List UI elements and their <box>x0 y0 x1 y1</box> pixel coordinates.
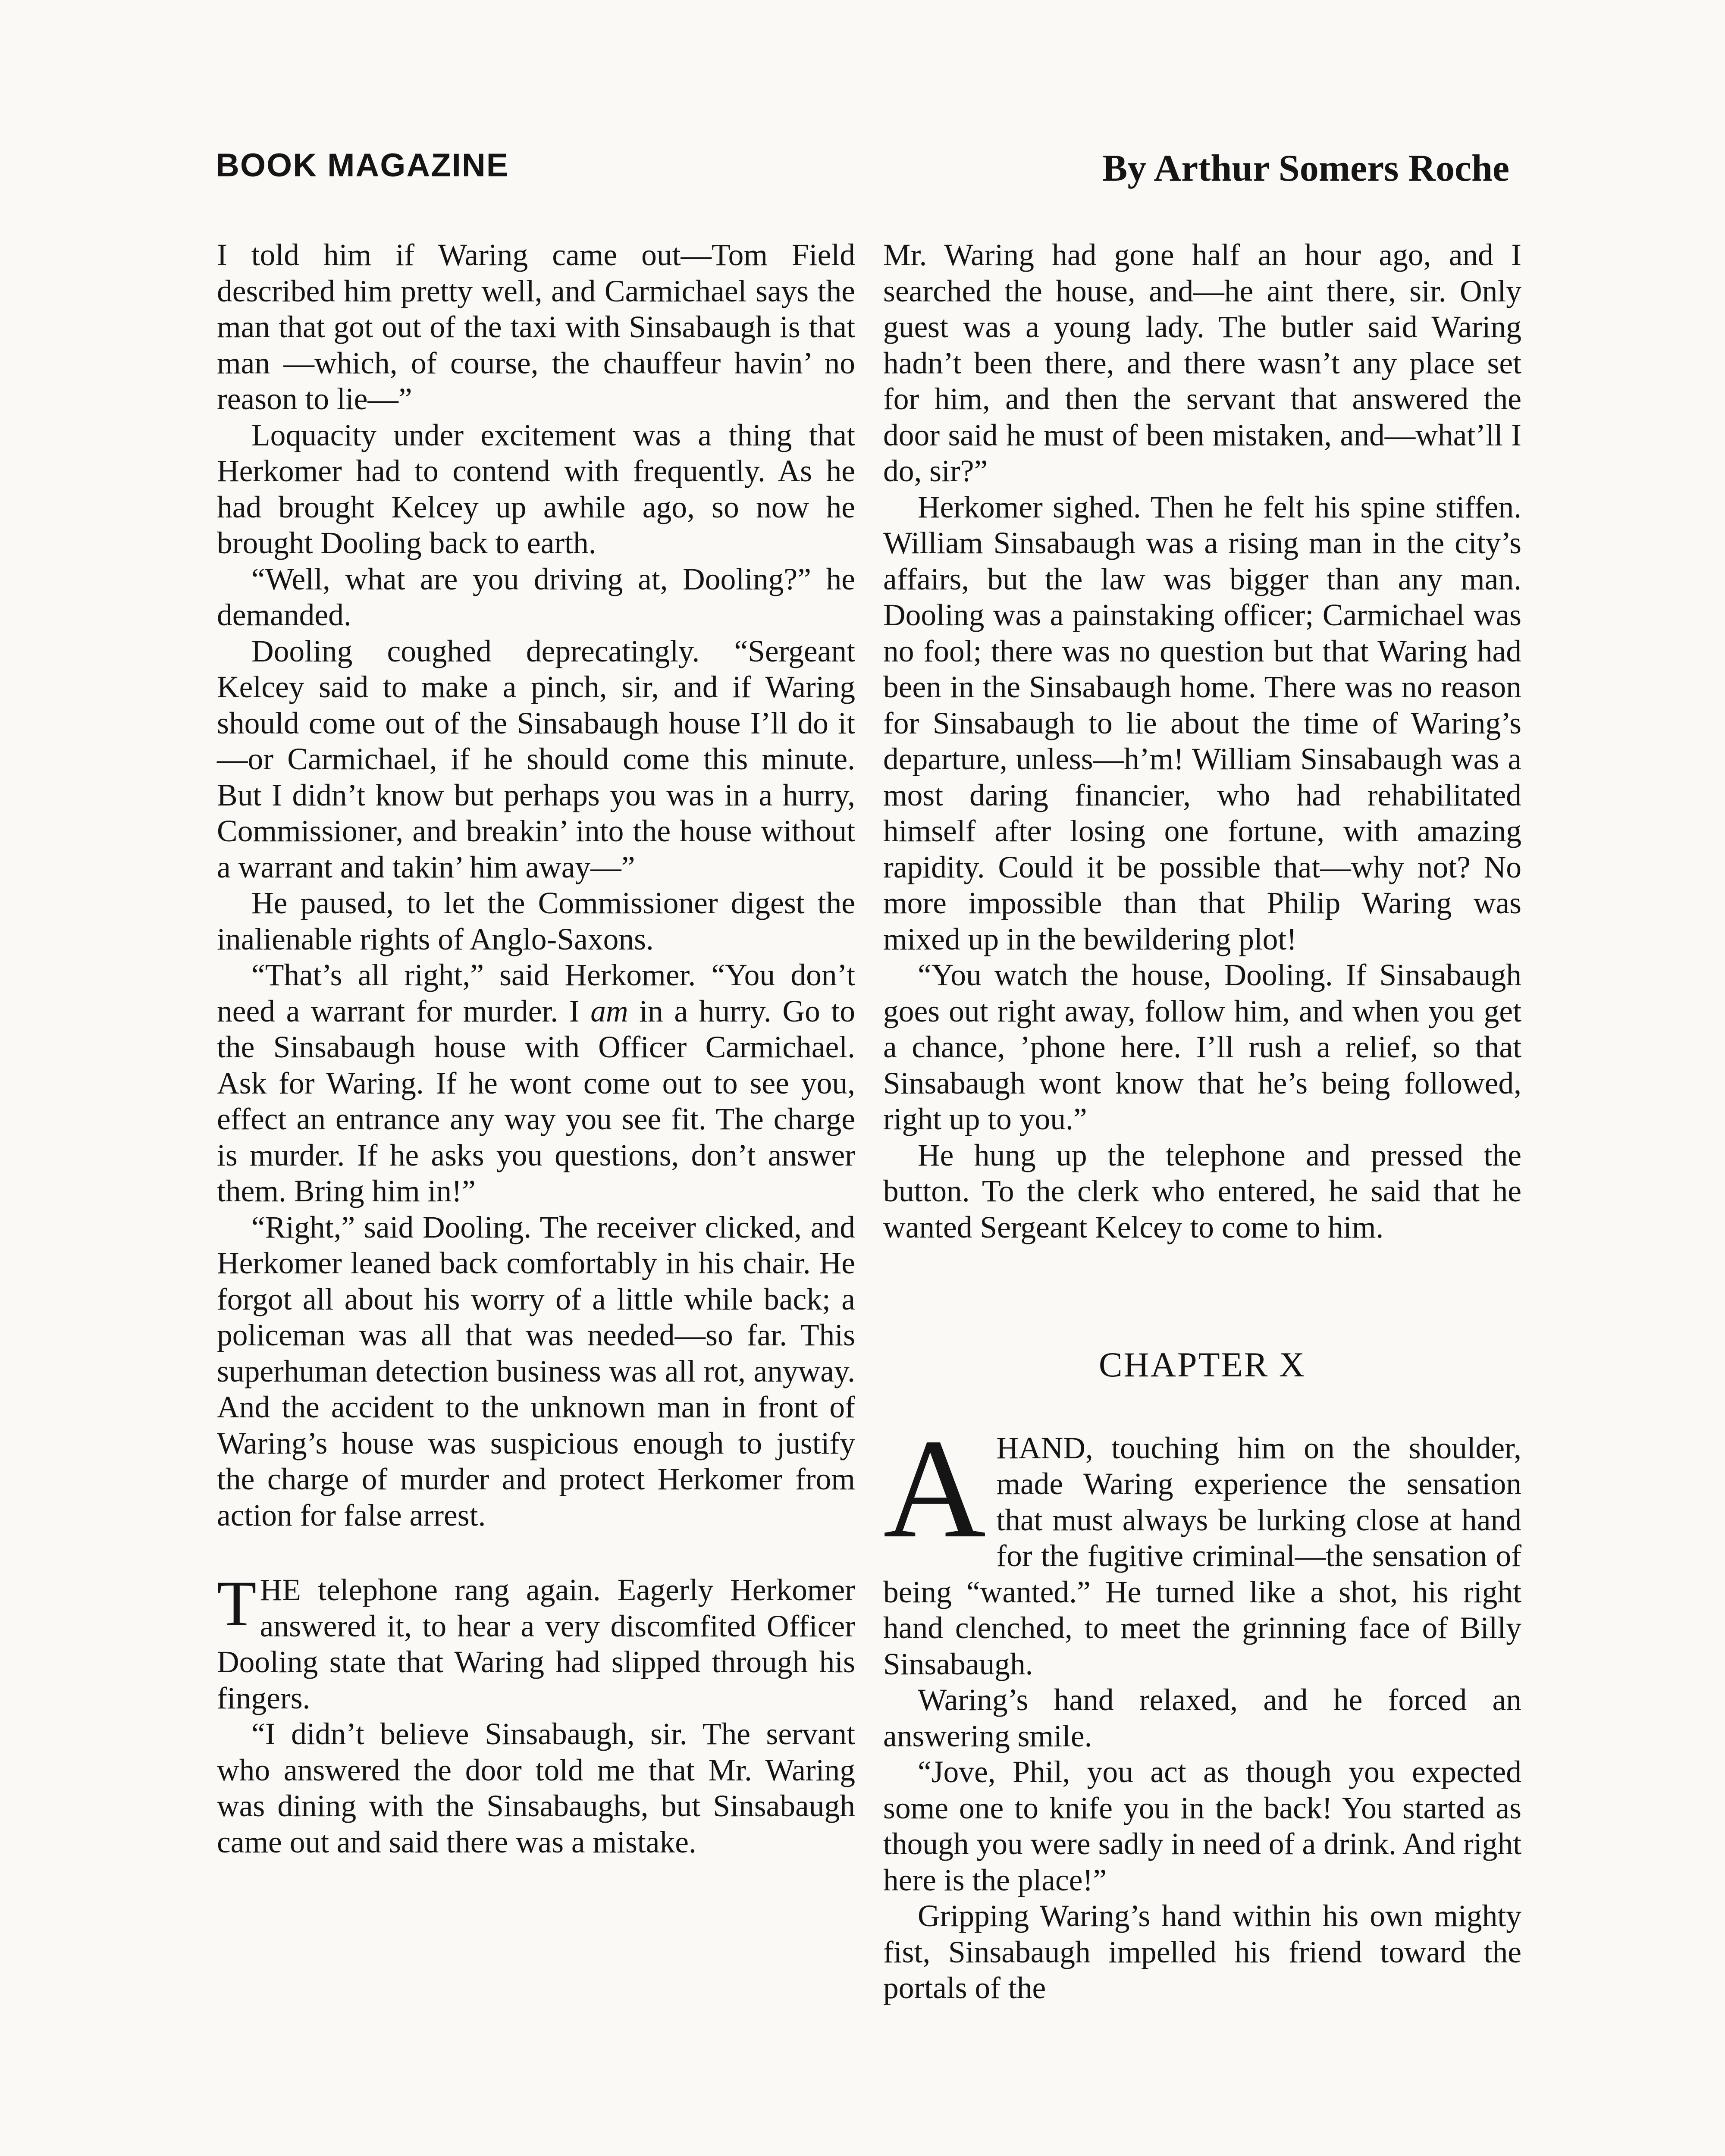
paragraph-text: “That’s all right,” said Herkomer. “You don’t need a warrant for murder. I <box>217 958 855 1028</box>
chapter-heading: CHAPTER X <box>1098 1345 1306 1384</box>
paragraph <box>217 957 855 1210</box>
paragraph: Dooling coughed deprecatingly. “Sergeant Kelcey said to make a pinch, sir, and if Waring should come out of the Sinsabaugh house I’ll do it—or Carmichael, if he should come this minute. But I didn’t know but perhaps you was in a hurry, Commissioner, and breakin’ into the house without a warrant and takin’ him away—” <box>217 634 855 884</box>
paragraph: Gripping Waring’s hand within his own mighty fist, Sinsabaugh impelled his friend toward the portals of the <box>883 1899 1521 2005</box>
running-header-author: By Arthur Somers Roche <box>1102 147 1509 189</box>
chapter-opening-paragraph <box>883 1410 1521 1683</box>
paragraph-text: HE telephone rang again. Eagerly Herkomer answered it, to hear a very discomfited Officer Dooling state that Waring had slipped through his fingers. <box>217 1573 855 1715</box>
paragraph-text: in a hurry. Go to the Sinsabaugh house with Officer Carmichael. Ask for Waring. If he wont come out to see you, effect an entrance any way you see fit. The charge is murder. If he asks you questions, don’t answer them. Bring him in!” <box>217 994 855 1208</box>
paragraph: “Well, what are you driving at, Dooling?” he demanded. <box>217 562 855 632</box>
paragraph-text: HAND, touching him on the shoulder, made Waring experience the sensation that must always be lurking close at hand for the fugitive criminal—the sensation of being “wanted.” He turned like a shot, his right hand clenched, to meet the grinning face of Billy Sinsabaugh. <box>883 1431 1521 1681</box>
drop-cap: A <box>883 1410 986 1567</box>
paragraph: He hung up the telephone and pressed the button. To the clerk who entered, he said that he wanted Sergeant Kelcey to come to him. <box>883 1138 1521 1244</box>
emphasis-text: am <box>590 994 628 1028</box>
initial-capital: T <box>217 1568 257 1639</box>
paragraph: Mr. Waring had gone half an hour ago, and I searched the house, and—he aint there, sir. Only guest was a young lady. The butler said Waring hadn’t been there, and there wasn’t any place set for him, and then the servant that answered the door said he must of been mistaken, and—what’ll I do, sir?” <box>883 238 1521 488</box>
paragraph: “You watch the house, Dooling. If Sinsabaugh goes out right away, follow him, and when you get a chance, ’phone here. I’ll rush a relief, so that Sinsabaugh wont know that he’s being followed, right up to you.” <box>883 958 1521 1136</box>
paragraph: “Right,” said Dooling. The receiver clicked, and Herkomer leaned back comfortably in his chair. He forgot all about his worry of a little while back; a policeman was all that was needed—so far. This superhuman detection business was all rot, anyway. And the accident to the unknown man in front of Waring’s house was suspicious enough to justify the charge of murder and protect Herkomer from action for false arrest. <box>217 1210 855 1532</box>
section-paragraph <box>217 1568 855 1716</box>
paragraph: Waring’s hand relaxed, and he forced an answering smile. <box>883 1683 1521 1753</box>
paragraph: “Jove, Phil, you act as though you expected some one to knife you in the back! You started as though you were sadly in need of a drink. And right here is the place!” <box>883 1755 1521 1897</box>
paragraph: I told him if Waring came out—Tom Field described him pretty well, and Carmichael says the man that got out of the taxi with Sinsabaugh is that man —which, of course, the chauffeur havin’ no reason to lie—” <box>217 238 855 416</box>
paragraph: He paused, to let the Commissioner digest the inalienable rights of Anglo-Saxons. <box>217 886 855 956</box>
right-column <box>883 237 1521 2006</box>
paragraph: Loquacity under excitement was a thing that Herkomer had to contend with frequently. As he had brought Kelcey up awhile ago, so now he brought Dooling back to earth. <box>217 418 855 560</box>
left-column <box>217 237 855 1860</box>
running-header-magazine: BOOK MAGAZINE <box>216 147 509 184</box>
paragraph: Herkomer sighed. Then he felt his spine stiffen. William Sinsabaugh was a rising man in the city’s affairs, but the law was bigger than any man. Dooling was a painstaking officer; Carmichael was no fool; there was no question but that Waring had been in the Sinsabaugh home. There was no reason for Sinsabaugh to lie about the time of Waring’s departure, unless—h’m! William Sinsabaugh was a most daring financier, who had rehabilitated himself after losing one fortune, with amazing rapidity. Could it be possible that—why not? No more impossible than that Philip Waring was mixed up in the bewildering plot! <box>883 490 1521 956</box>
paragraph: “I didn’t believe Sinsabaugh, sir. The servant who answered the door told me that Mr. Waring was dining with the Sinsabaughs, but Sinsabaugh came out and said there was a mistake. <box>217 1717 855 1859</box>
